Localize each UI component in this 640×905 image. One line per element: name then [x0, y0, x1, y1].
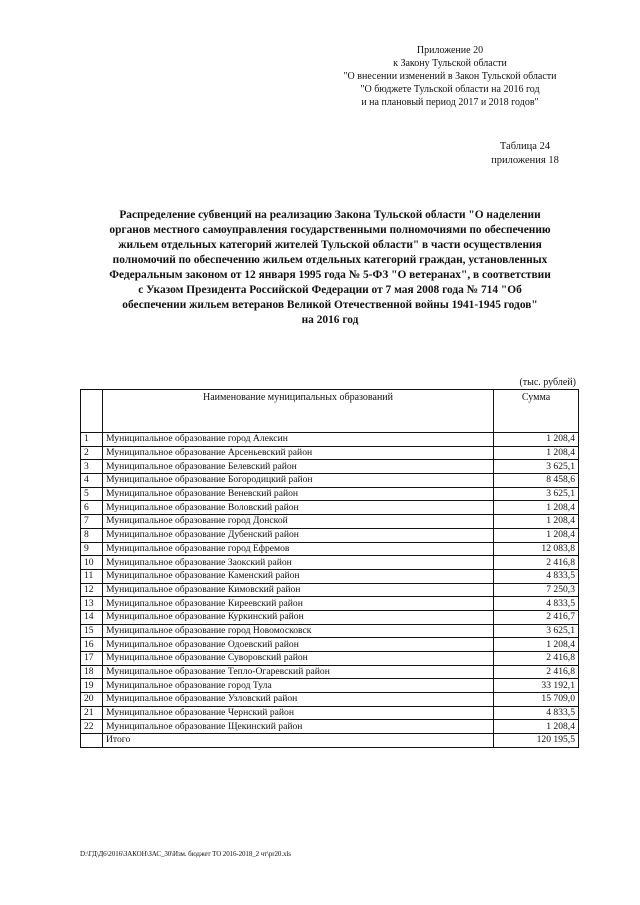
table-row [81, 528, 579, 542]
title-line: жильем отдельных категорий жителей Тульской области" в части осуществления [118, 239, 542, 251]
table-row [81, 583, 579, 597]
table-reference [470, 140, 580, 167]
row-sum-cell: 2 416,8 [494, 652, 579, 666]
row-name-cell: Муниципальное образование Каменский район [103, 569, 494, 583]
table-ref-line: приложения 18 [491, 154, 559, 166]
row-name-cell: Муниципальное образование Белевский район [103, 460, 494, 474]
row-number-cell: 20 [81, 693, 103, 707]
row-number-cell: 15 [81, 624, 103, 638]
row-number-cell: 2 [81, 446, 103, 460]
total-label-cell: Итого [103, 734, 494, 748]
row-sum-cell: 12 083,8 [494, 542, 579, 556]
table-row [81, 569, 579, 583]
row-name-cell: Муниципальное образование Одоевский район [103, 638, 494, 652]
table-row [81, 693, 579, 707]
document-title [85, 208, 575, 328]
row-name-cell: Муниципальное образование Заокский район [103, 556, 494, 570]
row-sum-cell: 8 458,6 [494, 474, 579, 488]
row-number-cell: 1 [81, 433, 103, 447]
table-row [81, 487, 579, 501]
file-path-footer: D:\ГД\Д6\2016\ЗАКОН\ЗАС_30\Изм. бюджет ТО 2016-2018_2 чт\pr20.xls [80, 850, 291, 858]
row-number-cell: 11 [81, 569, 103, 583]
table-row [81, 597, 579, 611]
row-sum-cell: 7 250,3 [494, 583, 579, 597]
row-sum-cell: 1 208,4 [494, 446, 579, 460]
table-row [81, 679, 579, 693]
table-row [81, 515, 579, 529]
table-header-row [81, 390, 579, 433]
appendix-line: и на плановый период 2017 и 2018 годов" [361, 97, 539, 108]
units-label: (тыс. рублей) [519, 377, 576, 388]
row-number-cell: 9 [81, 542, 103, 556]
total-number-cell [81, 734, 103, 748]
table-row [81, 706, 579, 720]
table-row [81, 446, 579, 460]
row-name-cell: Муниципальное образование город Алексин [103, 433, 494, 447]
row-sum-cell: 3 625,1 [494, 624, 579, 638]
appendix-line: "О внесении изменений в Закон Тульской области [343, 71, 557, 82]
table-row [81, 433, 579, 447]
table-row [81, 556, 579, 570]
row-sum-cell: 2 416,8 [494, 556, 579, 570]
row-name-cell: Муниципальное образование Богородицкий район [103, 474, 494, 488]
row-sum-cell: 15 709,0 [494, 693, 579, 707]
title-line: Федеральным законом от 12 января 1995 года № 5-ФЗ "О ветеранах", в соответствии [109, 269, 551, 281]
table-row [81, 460, 579, 474]
row-sum-cell: 1 208,4 [494, 501, 579, 515]
title-line: обеспечении жильем ветеранов Великой Отечественной войны 1941-1945 годов" [122, 299, 538, 311]
row-name-cell: Муниципальное образование город Тула [103, 679, 494, 693]
row-sum-cell: 1 208,4 [494, 720, 579, 734]
row-number-cell: 7 [81, 515, 103, 529]
row-name-cell: Муниципальное образование Суворовский район [103, 652, 494, 666]
row-name-cell: Муниципальное образование Веневский район [103, 487, 494, 501]
row-sum-cell: 4 833,5 [494, 569, 579, 583]
title-line: органов местного самоуправления государственными полномочиями по обеспечению [109, 224, 551, 236]
table-row [81, 720, 579, 734]
row-number-cell: 5 [81, 487, 103, 501]
row-name-cell: Муниципальное образование Дубенский район [103, 528, 494, 542]
row-number-cell: 18 [81, 665, 103, 679]
appendix-line: Приложение 20 [416, 45, 484, 56]
row-number-cell: 12 [81, 583, 103, 597]
appendix-reference [300, 44, 600, 109]
title-line: полномочий по обеспечению жильем отдельных категорий граждан, установленных [112, 254, 548, 266]
row-sum-cell: 33 192,1 [494, 679, 579, 693]
row-name-cell: Муниципальное образование Арсеньевский район [103, 446, 494, 460]
row-sum-cell: 1 208,4 [494, 528, 579, 542]
row-number-cell: 22 [81, 720, 103, 734]
header-name-cell: Наименование муниципальных образований [103, 390, 494, 433]
row-number-cell: 10 [81, 556, 103, 570]
row-number-cell: 19 [81, 679, 103, 693]
table-row [81, 610, 579, 624]
row-name-cell: Муниципальное образование Чернский район [103, 706, 494, 720]
header-number-cell [81, 390, 103, 433]
row-sum-cell: 2 416,7 [494, 610, 579, 624]
row-sum-cell: 3 625,1 [494, 460, 579, 474]
header-sum-cell: Сумма [494, 390, 579, 433]
row-number-cell: 8 [81, 528, 103, 542]
title-line: Распределение субвенций на реализацию Закона Тульской области "О наделении [119, 209, 541, 221]
table-row [81, 665, 579, 679]
row-name-cell: Муниципальное образование Воловский район [103, 501, 494, 515]
appendix-line: к Закону Тульской области [393, 58, 507, 69]
row-number-cell: 14 [81, 610, 103, 624]
table-row [81, 501, 579, 515]
row-sum-cell: 4 833,5 [494, 597, 579, 611]
row-number-cell: 3 [81, 460, 103, 474]
row-number-cell: 16 [81, 638, 103, 652]
row-sum-cell: 2 416,8 [494, 665, 579, 679]
total-row [81, 734, 579, 748]
table-row [81, 542, 579, 556]
row-number-cell: 6 [81, 501, 103, 515]
row-sum-cell: 3 625,1 [494, 487, 579, 501]
title-line: с Указом Президента Российской Федерации от 7 мая 2008 года № 714 "Об [138, 284, 522, 296]
row-name-cell: Муниципальное образование город Донской [103, 515, 494, 529]
row-number-cell: 13 [81, 597, 103, 611]
row-name-cell: Муниципальное образование Щекинский район [103, 720, 494, 734]
subsidy-table [80, 389, 579, 748]
table-row [81, 652, 579, 666]
row-name-cell: Муниципальное образование город Новомосковск [103, 624, 494, 638]
row-number-cell: 21 [81, 706, 103, 720]
row-sum-cell: 1 208,4 [494, 515, 579, 529]
row-name-cell: Муниципальное образование Куркинский район [103, 610, 494, 624]
row-sum-cell: 1 208,4 [494, 433, 579, 447]
table-row [81, 624, 579, 638]
row-name-cell: Муниципальное образование Узловский район [103, 693, 494, 707]
row-sum-cell: 4 833,5 [494, 706, 579, 720]
row-name-cell: Муниципальное образование город Ефремов [103, 542, 494, 556]
table-ref-line: Таблица 24 [499, 141, 551, 152]
table-row [81, 638, 579, 652]
row-name-cell: Муниципальное образование Тепло-Огаревский район [103, 665, 494, 679]
row-sum-cell: 1 208,4 [494, 638, 579, 652]
row-name-cell: Муниципальное образование Кимовский район [103, 583, 494, 597]
appendix-line: "О бюджете Тульской области на 2016 год [360, 84, 540, 95]
row-name-cell: Муниципальное образование Киреевский район [103, 597, 494, 611]
title-line: на 2016 год [301, 314, 359, 326]
row-number-cell: 4 [81, 474, 103, 488]
row-number-cell: 17 [81, 652, 103, 666]
total-sum-cell: 120 195,5 [494, 734, 579, 748]
table-row [81, 474, 579, 488]
